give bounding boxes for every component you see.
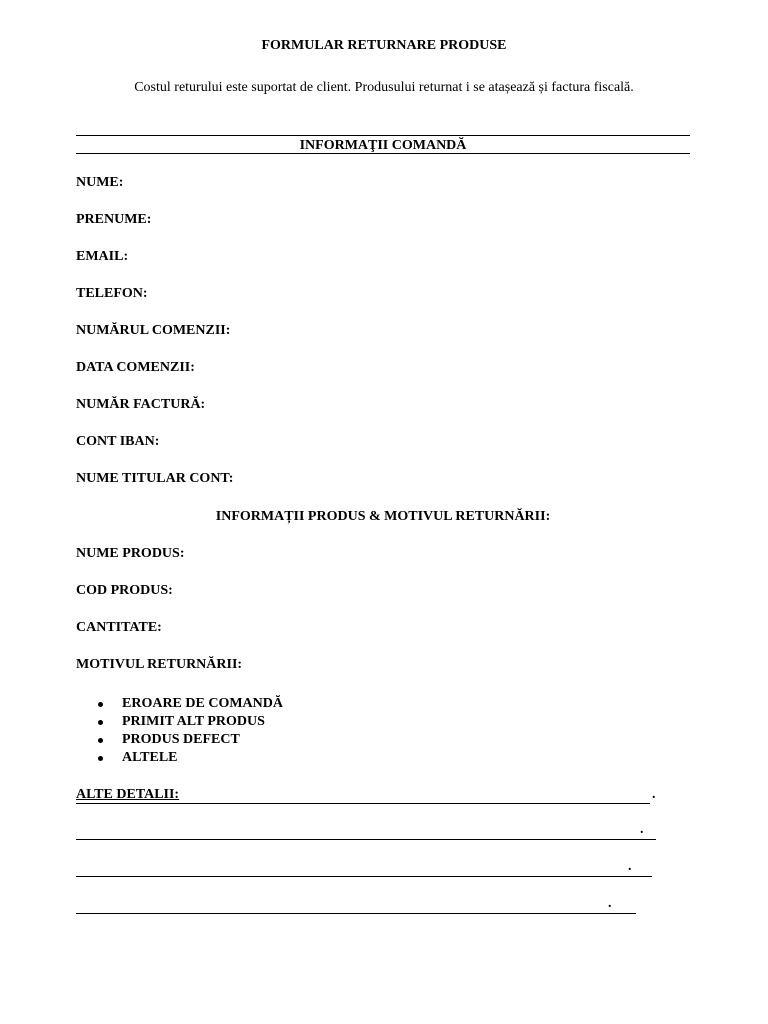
reason-label: PRIMIT ALT PRODUS bbox=[122, 714, 265, 729]
product-section-heading: INFORMAȚII PRODUS & MOTIVUL RETURNĂRII: bbox=[215, 509, 551, 524]
bullet-icon bbox=[98, 738, 103, 743]
return-reason-list bbox=[76, 695, 283, 767]
form-subtitle: Costul returului este suportat de client. Produsului returnat i se atașează și factura fiscală. bbox=[134, 80, 634, 95]
field-telefon: TELEFON: bbox=[76, 286, 148, 301]
field-numarul-comenzii: NUMĂRUL COMENZII: bbox=[76, 323, 231, 338]
field-cont-iban: CONT IBAN: bbox=[76, 434, 160, 449]
details-line-2-end: . bbox=[640, 822, 644, 837]
field-nume: NUME: bbox=[76, 175, 124, 190]
details-line-4-end: . bbox=[608, 896, 612, 911]
field-cod-produs: COD PRODUS: bbox=[76, 583, 173, 598]
field-nume-produs: NUME PRODUS: bbox=[76, 546, 185, 561]
reason-label: EROARE DE COMANDĂ bbox=[122, 696, 283, 711]
field-numar-factura: NUMĂR FACTURĂ: bbox=[76, 397, 206, 412]
details-line-3-end: . bbox=[628, 859, 632, 874]
field-email: EMAIL: bbox=[76, 249, 129, 264]
field-data-comenzii: DATA COMENZII: bbox=[76, 360, 195, 375]
field-nume-titular-cont: NUME TITULAR CONT: bbox=[76, 471, 234, 486]
order-section-heading: INFORMAŢII COMANDĂ bbox=[299, 138, 467, 153]
section-bottom-rule bbox=[76, 153, 690, 154]
list-item bbox=[76, 695, 283, 713]
bullet-icon bbox=[98, 702, 103, 707]
details-label: ALTE DETALII: bbox=[76, 787, 180, 802]
details-line-1 bbox=[76, 787, 650, 804]
details-line-2 bbox=[76, 823, 656, 840]
section-top-rule bbox=[76, 135, 690, 136]
bullet-icon bbox=[98, 720, 103, 725]
reason-label: PRODUS DEFECT bbox=[122, 732, 240, 747]
field-prenume: PRENUME: bbox=[76, 212, 152, 227]
list-item bbox=[76, 713, 283, 731]
list-item bbox=[76, 749, 283, 767]
form-title: FORMULAR RETURNARE PRODUSE bbox=[261, 38, 507, 53]
reason-label: ALTELE bbox=[122, 750, 178, 765]
bullet-icon bbox=[98, 756, 103, 761]
list-item bbox=[76, 731, 283, 749]
field-cantitate: CANTITATE: bbox=[76, 620, 162, 635]
details-line-1-end: . bbox=[652, 787, 656, 802]
details-line-3 bbox=[76, 860, 652, 877]
field-motivul-returnarii: MOTIVUL RETURNĂRII: bbox=[76, 657, 243, 672]
details-line-4 bbox=[76, 897, 636, 914]
